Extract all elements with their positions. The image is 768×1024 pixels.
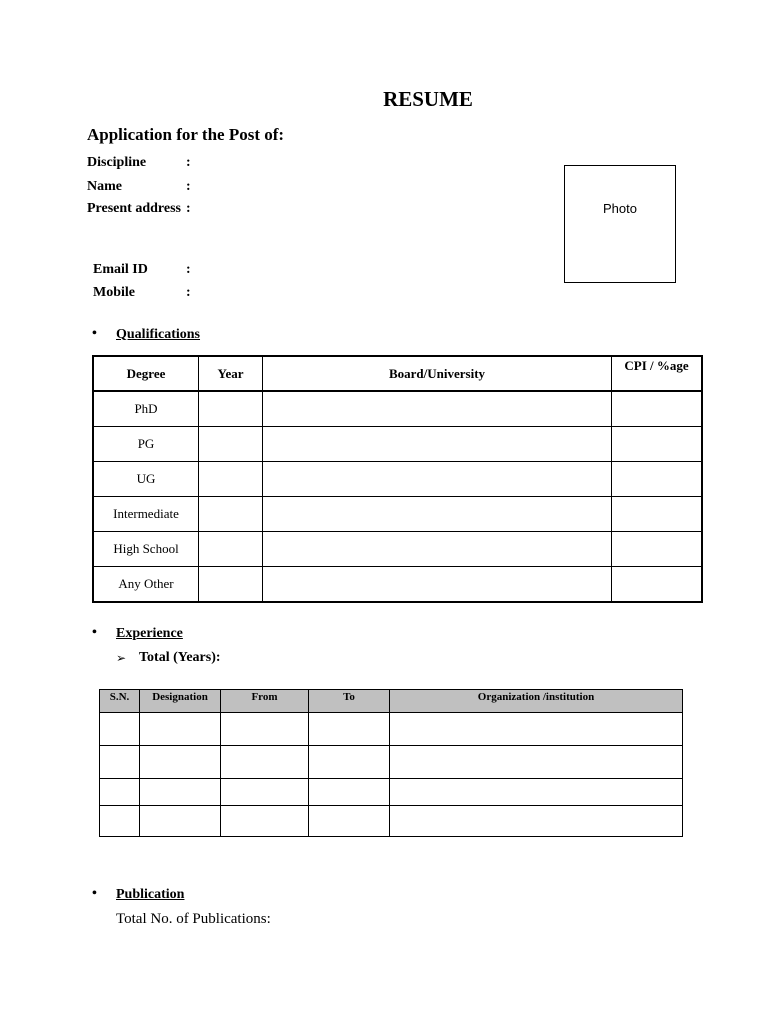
degree-cell: Intermediate <box>93 497 199 532</box>
cpi-cell[interactable] <box>612 497 703 532</box>
to-cell[interactable] <box>309 746 390 779</box>
column-header: Organization /institution <box>390 690 683 713</box>
table-row <box>93 391 702 427</box>
board-cell[interactable] <box>263 427 612 462</box>
cpi-cell[interactable] <box>612 462 703 497</box>
organization-cell[interactable] <box>390 779 683 806</box>
year-cell[interactable] <box>199 532 263 567</box>
board-cell[interactable] <box>263 497 612 532</box>
organization-cell[interactable] <box>390 713 683 746</box>
degree-cell: High School <box>93 532 199 567</box>
email-colon: : <box>186 262 191 277</box>
sn-cell[interactable] <box>100 713 140 746</box>
bullet-icon: • <box>92 886 97 901</box>
email-label: Email ID <box>93 262 148 277</box>
degree-cell: Any Other <box>93 567 199 603</box>
designation-cell[interactable] <box>140 806 221 837</box>
sn-cell[interactable] <box>100 806 140 837</box>
total-years-label: Total (Years): <box>139 650 221 665</box>
from-cell[interactable] <box>221 779 309 806</box>
year-cell[interactable] <box>199 567 263 603</box>
to-cell[interactable] <box>309 779 390 806</box>
experience-heading: Experience <box>116 626 183 641</box>
table-row <box>93 427 702 462</box>
sn-cell[interactable] <box>100 779 140 806</box>
mobile-colon: : <box>186 285 191 300</box>
table-row <box>100 806 683 837</box>
board-cell[interactable] <box>263 391 612 427</box>
designation-cell[interactable] <box>140 713 221 746</box>
post-heading: Application for the Post of: <box>87 125 285 144</box>
designation-cell[interactable] <box>140 746 221 779</box>
year-cell[interactable] <box>199 462 263 497</box>
cpi-cell[interactable] <box>612 567 703 603</box>
from-cell[interactable] <box>221 746 309 779</box>
qualifications-table <box>92 355 703 603</box>
board-cell[interactable] <box>263 567 612 603</box>
to-cell[interactable] <box>309 806 390 837</box>
name-colon: : <box>186 179 191 194</box>
table-row <box>100 779 683 806</box>
column-header: CPI / %age <box>612 356 703 391</box>
qualifications-heading: Qualifications <box>116 327 201 342</box>
table-row <box>100 746 683 779</box>
photo-label: Photo <box>603 200 637 216</box>
column-header: S.N. <box>100 690 140 713</box>
to-cell[interactable] <box>309 713 390 746</box>
publication-heading: Publication <box>116 887 185 902</box>
organization-cell[interactable] <box>390 746 683 779</box>
table-row <box>93 567 702 603</box>
table-row <box>93 532 702 567</box>
column-header: Designation <box>140 690 221 713</box>
bullet-icon: • <box>92 326 97 341</box>
experience-table <box>99 689 683 837</box>
board-cell[interactable] <box>263 462 612 497</box>
arrow-right-icon: ➢ <box>116 651 127 665</box>
table-row <box>93 497 702 532</box>
year-cell[interactable] <box>199 497 263 532</box>
present-address-label: Present address <box>87 201 181 216</box>
column-header: To <box>309 690 390 713</box>
discipline-label: Discipline <box>87 155 147 170</box>
name-label: Name <box>87 179 122 194</box>
cpi-cell[interactable] <box>612 532 703 567</box>
designation-cell[interactable] <box>140 779 221 806</box>
sn-cell[interactable] <box>100 746 140 779</box>
photo-box <box>564 165 676 283</box>
table-row <box>93 462 702 497</box>
cpi-cell[interactable] <box>612 391 703 427</box>
table-header-row <box>93 356 702 391</box>
board-cell[interactable] <box>263 532 612 567</box>
discipline-colon: : <box>186 155 191 170</box>
degree-cell: PhD <box>93 391 199 427</box>
column-header: From <box>221 690 309 713</box>
degree-cell: PG <box>93 427 199 462</box>
from-cell[interactable] <box>221 713 309 746</box>
mobile-label: Mobile <box>93 285 135 300</box>
total-publications-label: Total No. of Publications: <box>116 911 271 927</box>
table-row <box>100 713 683 746</box>
organization-cell[interactable] <box>390 806 683 837</box>
year-cell[interactable] <box>199 391 263 427</box>
page-title: RESUME <box>383 87 473 111</box>
cpi-cell[interactable] <box>612 427 703 462</box>
column-header: Degree <box>93 356 199 391</box>
year-cell[interactable] <box>199 427 263 462</box>
present-address-colon: : <box>186 201 191 216</box>
degree-cell: UG <box>93 462 199 497</box>
from-cell[interactable] <box>221 806 309 837</box>
column-header: Board/University <box>263 356 612 391</box>
table-header-row <box>100 690 683 713</box>
column-header: Year <box>199 356 263 391</box>
bullet-icon: • <box>92 625 97 640</box>
